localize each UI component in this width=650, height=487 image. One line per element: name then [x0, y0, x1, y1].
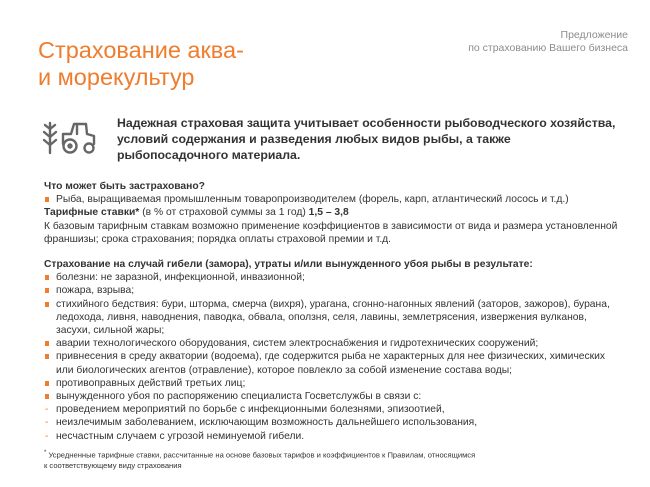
- list-item: - несчастным случаем с угрозой неминуемой гибели.: [44, 430, 624, 443]
- list-item: пожара, взрыва;: [44, 284, 624, 297]
- list-item: противоправных действий третьих лиц;: [44, 377, 624, 390]
- list-item: привнесения в среду акватории (водоема), где содержится рыба не характерных для нее физических, химических или биологических агентов (отравление), которое повлекло за собой изменение состава воды;: [44, 350, 624, 376]
- footnote-text: Усредненные тарифные ставки, рассчитанные на основе базовых тарифов и коэффициентов к Правилам, относящимся: [48, 450, 476, 460]
- coverage-list: [44, 271, 624, 403]
- slaughter-reasons-list: [44, 403, 624, 443]
- title-line-2: и морекультур: [38, 64, 195, 90]
- offer-line-1: Предложение: [560, 29, 628, 41]
- footnote: [44, 448, 604, 471]
- list-item: - проведением мероприятий по борьбе с инфекционными болезнями, эпизоотией,: [44, 403, 624, 416]
- rates-note: (в % от страховой суммы за 1 год): [142, 207, 306, 219]
- list-item: вынужденного убоя по распоряжению специалиста Госветслужбы в связи с:: [44, 390, 624, 403]
- footnote-mark: *: [44, 450, 47, 456]
- rates-description: К базовым тарифным ставкам возможно применение коэффициентов в зависимости от вида и размера установленной франшизы; срока страхования; порядка оплаты страховой премии и т.д.: [44, 220, 618, 245]
- farm-plant-tractor-icon: [41, 117, 97, 155]
- list-item: аварии технологического оборудования, систем электроснабжения и гидротехнических сооружений;: [44, 337, 624, 350]
- list-item: стихийного бедствия: бури, шторма, смерча (вихря), урагана, сгонно-нагонных явлений (заторов, зажоров), бурана, ледохода, ливня, наводнения, паводка, обвала, оползня, селя, лавины, землетрясения, извержения вулканов, засухи, сильной жары;: [44, 298, 624, 338]
- insured-list: [44, 193, 624, 206]
- footnote-text-2: к соответствующему виду страхования: [44, 460, 182, 470]
- page-title: [38, 37, 244, 91]
- insured-heading: Что может быть застраховано?: [44, 181, 205, 192]
- title-line-1: Страхование аква-: [38, 37, 244, 63]
- list-item: - неизлечимым заболеванием, исключающим возможность дальнейшего использования,: [44, 416, 624, 429]
- hero-statement: Надежная страховая защита учитывает особенности рыбоводческого хозяйства, условий содержания и разведения любых видов рыбы, а также рыбопосадочного материала.: [117, 116, 616, 162]
- main-content: [44, 180, 624, 443]
- rates-line: [44, 206, 624, 219]
- rates-label: Тарифные ставки*: [44, 207, 140, 219]
- offer-caption: [468, 29, 628, 55]
- list-item: Рыба, выращиваемая промышленным товаропроизводителем (форель, карп, атлантический лосось и т.д.): [44, 193, 624, 206]
- coverage-heading: Страхование на случай гибели (замора), утраты и/или вынужденного убоя рыбы в результате:: [44, 259, 533, 271]
- rates-value: 1,5 – 3,8: [308, 207, 349, 219]
- offer-line-2: по страхованию Вашего бизнеса: [468, 42, 628, 54]
- list-item: болезни: не заразной, инфекционной, инвазионной;: [44, 271, 624, 284]
